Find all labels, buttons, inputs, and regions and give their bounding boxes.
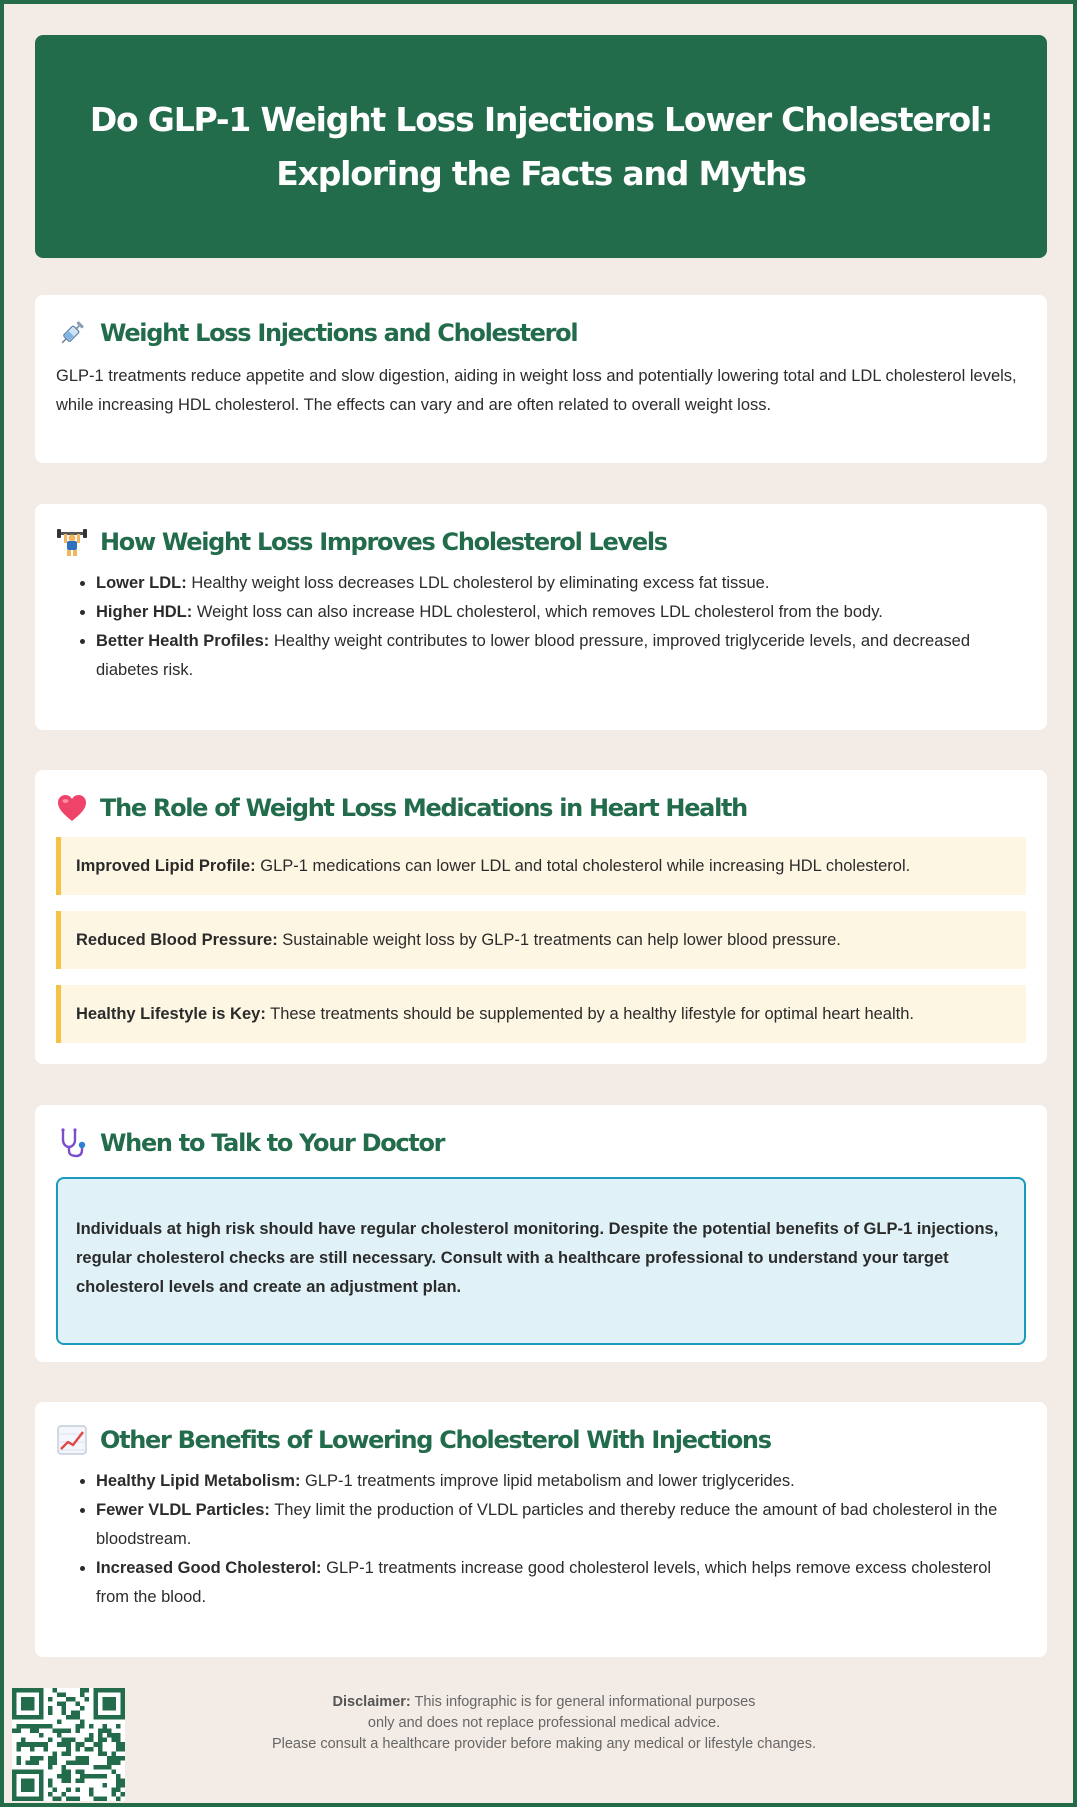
card-improves — [35, 504, 1047, 730]
list-item: • Higher HDL: Weight loss can also increase HDL cholesterol, which removes LDL cholesterol from the body. — [96, 598, 1026, 627]
stethoscope-icon — [56, 1127, 88, 1159]
chart-increasing-icon — [56, 1424, 88, 1456]
info-box: Individuals at high risk should have regular cholesterol monitoring. Despite the potential benefits of GLP-1 injections, regular cholesterol checks are still necessary. Consult with a healthcare professional to understand your target cholesterol levels and create an adjustment plan. — [56, 1177, 1026, 1345]
card-title-row — [56, 788, 1026, 828]
syringe-icon — [56, 317, 88, 349]
card-heart — [35, 770, 1047, 1064]
highlight-list — [56, 837, 1026, 1043]
card-title-row — [56, 522, 1026, 562]
card-benefits — [35, 1402, 1047, 1657]
card-title-row — [56, 1123, 1026, 1163]
list-item: • Increased Good Cholesterol: GLP-1 treatments increase good cholesterol levels, which helps remove excess cholesterol from the blood. — [96, 1554, 1026, 1612]
heart-icon — [56, 792, 88, 824]
card-title: The Role of Weight Loss Medications in Heart Health — [100, 794, 747, 822]
highlight-item: Healthy Lifestyle is Key: These treatments should be supplemented by a healthy lifestyle for optimal heart health. — [56, 985, 1026, 1043]
list-item: • Better Health Profiles: Healthy weight contributes to lower blood pressure, improved triglyceride levels, and decreased diabetes risk. — [96, 627, 1026, 685]
card-doctor — [35, 1105, 1047, 1362]
card-text: GLP-1 treatments reduce appetite and slow digestion, aiding in weight loss and potentially lowering total and LDL cholesterol levels, while increasing HDL cholesterol. The effects can vary and are often related to overall weight loss. — [56, 367, 1017, 414]
card-title-row — [56, 313, 1026, 353]
qr-code — [12, 1688, 125, 1801]
highlight-item: Improved Lipid Profile: GLP-1 medications can lower LDL and total cholesterol while increasing HDL cholesterol. — [56, 837, 1026, 895]
list-item: • Healthy Lipid Metabolism: GLP-1 treatments improve lipid metabolism and lower triglycerides. — [96, 1467, 1026, 1496]
list-item: • Fewer VLDL Particles: They limit the production of VLDL particles and thereby reduce the amount of bad cholesterol in the bloodstream. — [96, 1496, 1026, 1554]
card-injections — [35, 295, 1047, 463]
card-title: How Weight Loss Improves Cholesterol Levels — [100, 528, 667, 556]
card-title: Weight Loss Injections and Cholesterol — [100, 319, 578, 347]
page-title: Do GLP-1 Weight Loss Injections Lower Cholesterol: Exploring the Facts and Myths — [89, 99, 993, 193]
weightlifter-icon — [56, 526, 88, 558]
card-title: When to Talk to Your Doctor — [100, 1129, 445, 1157]
list-item: • Lower LDL: Healthy weight loss decreases LDL cholesterol by eliminating excess fat tissue. — [96, 569, 1026, 598]
bullet-list — [56, 569, 1026, 685]
bullet-list — [56, 1467, 1026, 1612]
card-title-row — [56, 1420, 1026, 1460]
header-banner — [35, 35, 1047, 258]
card-title: Other Benefits of Lowering Cholesterol With Injections — [100, 1426, 771, 1454]
highlight-item: Reduced Blood Pressure: Sustainable weight loss by GLP-1 treatments can help lower blood pressure. — [56, 911, 1026, 969]
disclaimer: Disclaimer: This infographic is for general informational purposes only and does not replace professional medical advice. Please consult a healthcare provider before making any medical or lifestyle changes. — [271, 1694, 817, 1752]
